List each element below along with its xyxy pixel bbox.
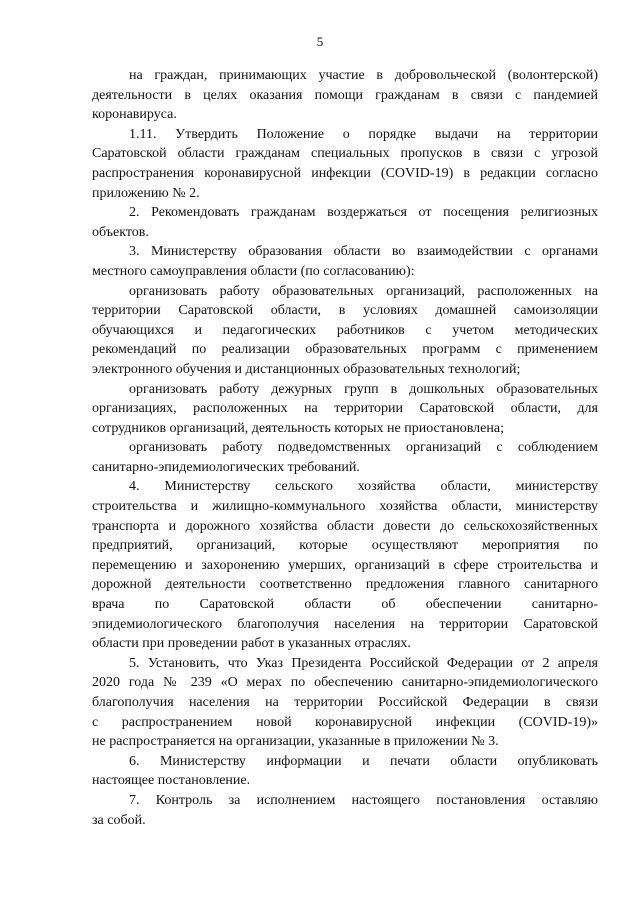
page-number: 5 (316, 34, 324, 49)
text-line: области при проведении работ в указанных отраслях. (92, 636, 411, 652)
paragraph-p3 (92, 242, 598, 281)
paragraph-p9 (92, 752, 598, 791)
text-line: 2. Рекомендовать гражданам воздержаться от посещения религиозных (129, 205, 598, 221)
text-line: территории Саратовской области, в условиях домашней самоизоляции (92, 303, 598, 319)
text-line: 4. Министерству сельского хозяйства области, министерству (129, 479, 598, 495)
document-body (92, 66, 598, 830)
text-line: распространения коронавирусной инфекции (COVID-19) в редакции согласно (92, 165, 598, 181)
text-line: приложению № 2. (92, 185, 200, 201)
text-line: 5. Установить, что Указ Президента Российской Федерации от 2 апреля (129, 655, 598, 671)
text-line: Саратовской области гражданам специальных пропусков в связи с угрозой (92, 146, 598, 162)
text-line: рекомендаций по реализации образовательных программ с применением (92, 342, 598, 358)
text-line: организовать работу подведомственных организаций с соблюдением (129, 440, 598, 456)
text-line: дорожной деятельности соответственно предложения главного санитарного (92, 577, 598, 593)
text-line: с распространением новой коронавирусной инфекции (COVID-19)» (92, 714, 598, 730)
text-line: за собой. (92, 812, 146, 828)
text-line: на граждан, принимающих участие в добровольческой (волонтерской) (129, 68, 598, 83)
paragraph-p2 (92, 203, 598, 242)
paragraph-p4 (92, 282, 598, 380)
text-line: настоящее постановление. (92, 773, 251, 789)
text-line: объектов. (92, 224, 149, 240)
paragraph-p8 (92, 654, 598, 752)
paragraph-p7 (92, 477, 598, 653)
text-line: деятельности в целях оказания помощи гражданам в связи с пандемией (92, 87, 598, 103)
text-line: 2020 года № 239 «О мерах по обеспечению санитарно-эпидемиологического (92, 675, 598, 691)
text-line: обучающихся и педагогических работников с учетом методических (92, 322, 598, 338)
paragraph-p10 (92, 791, 598, 830)
text-line: строительства и жилищно-коммунального хозяйства области, министерству (92, 499, 598, 515)
text-line: врача по Саратовской области об обеспечении санитарно- (92, 597, 598, 613)
text-line: сотрудников организаций, деятельность которых не приостановлена; (92, 420, 504, 436)
text-line: коронавируса. (92, 107, 177, 123)
paragraph-p0 (92, 66, 598, 125)
text-line: организовать работу образовательных организаций, расположенных на (129, 283, 598, 299)
text-line: санитарно-эпидемиологических требований. (92, 459, 360, 475)
paragraph-p6 (92, 438, 598, 477)
text-line: перемещению и захоронению умерших, организаций в сфере строительства и (92, 557, 598, 573)
text-line: 7. Контроль за исполнением настоящего постановления оставляю (129, 792, 598, 808)
text-line: электронного обучения и дистанционных образовательных технологий; (92, 361, 521, 377)
paragraph-p5 (92, 380, 598, 439)
text-line: организовать работу дежурных групп в дошкольных образовательных (129, 381, 598, 397)
text-line: предприятий, организаций, которые осуществляют мероприятия по (92, 538, 598, 554)
paragraph-p1 (92, 125, 598, 203)
text-line: местного самоуправления области (по согласованию): (92, 263, 415, 279)
text-line: 6. Министерству информации и печати области опубликовать (129, 753, 598, 769)
text-line: эпидемиологического благополучия населения на территории Саратовской (92, 616, 598, 632)
text-line: 3. Министерству образования области во взаимодействии с органами (129, 244, 598, 260)
text-line: транспорта и дорожного хозяйства области довести до сельскохозяйственных (92, 518, 598, 534)
text-line: 1.11. Утвердить Положение о порядке выдачи на территории (129, 126, 598, 142)
text-line: организациях, расположенных на территории Саратовской области, для (92, 401, 598, 417)
text-line: благополучия населения на территории Российской Федерации в связи (92, 695, 598, 710)
text-line: не распространяется на организации, указанные в приложении № 3. (92, 734, 499, 750)
